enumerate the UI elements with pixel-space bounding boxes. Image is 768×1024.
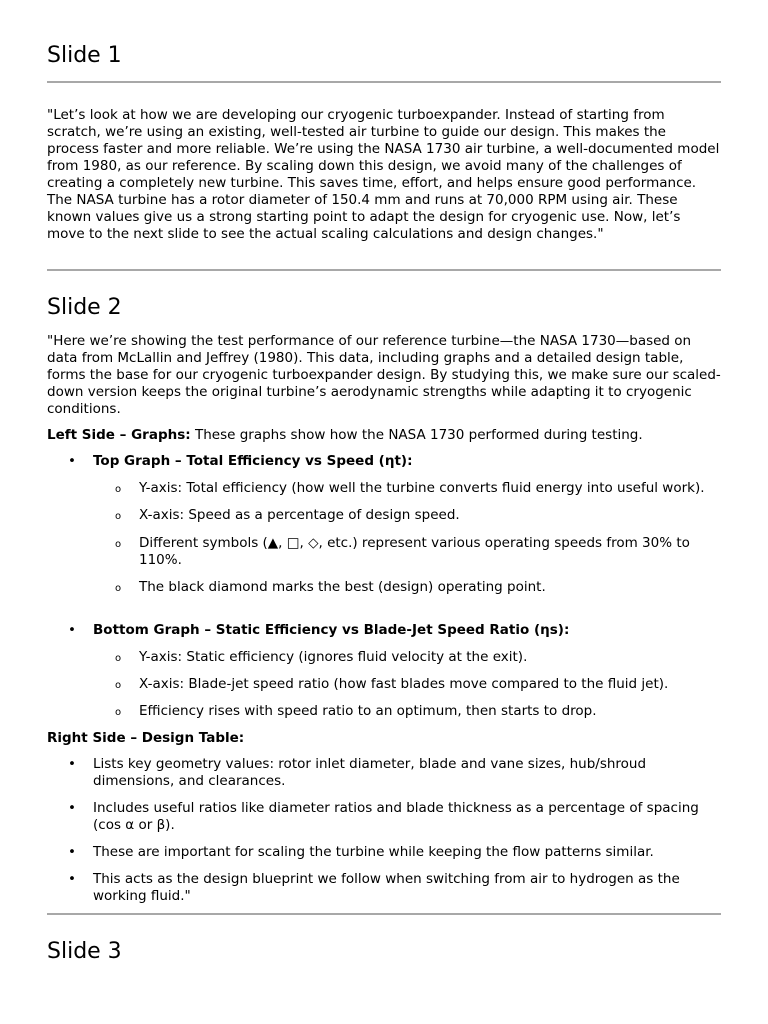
divider	[47, 269, 721, 271]
slide-2-intro: "Here we’re showing the test performance of our reference turbine—the NASA 1730—based on data from McLallin and Jeffrey (1980). This data, including graphs and a detailed design table, forms the base for our cryogenic turboexpander design. By studying this, we make sure our scaled-down version keeps the original turbine’s aerodynamic strengths while adapting it to cryogenic conditions.	[47, 333, 721, 417]
bullet: o	[115, 484, 122, 495]
list-item	[47, 844, 721, 861]
list-item	[93, 676, 713, 693]
bullet: o	[115, 539, 122, 550]
design-table-item: This acts as the design blueprint we follow when switching from air to hydrogen as the working fluid."	[93, 871, 680, 904]
list-item	[47, 871, 721, 905]
list-item	[93, 535, 713, 569]
list-item	[93, 649, 713, 666]
list-item	[93, 703, 713, 720]
bullet: o	[115, 511, 122, 522]
bottom-graph-item: Efficiency rises with speed ratio to an optimum, then starts to drop.	[139, 703, 597, 719]
top-graph-item: Y-axis: Total efficiency (how well the turbine converts fluid energy into useful work).	[139, 480, 705, 496]
bullet: •	[68, 756, 76, 772]
bottom-graph-item: X-axis: Blade-jet speed ratio (how fast blades move compared to the fluid jet).	[139, 676, 669, 692]
divider	[47, 81, 721, 83]
bullet: o	[115, 680, 122, 691]
list-item	[47, 453, 721, 470]
bottom-graph-items	[93, 649, 713, 720]
slide-1-paragraph: "Let’s look at how we are developing our cryogenic turboexpander. Instead of starting from scratch, we’re using an existing, well-tested air turbine to guide our design. This makes the process faster and more reliable. We’re using the NASA 1730 air turbine, a well-documented model from 1980, as our reference. By scaling down this design, we avoid many of the challenges of creating a completely new turbine. This saves time, effort, and helps ensure good performance. The NASA turbine has a rotor diameter of 150.4 mm and runs at 70,000 RPM using air. These known values give us a strong starting point to adapt the design for cryogenic use. Now, let’s move to the next slide to see the actual scaling calculations and design changes."	[47, 107, 720, 242]
list-item	[47, 800, 721, 834]
bullet: •	[68, 844, 76, 860]
bottom-graph-heading: Bottom Graph – Static Efficiency vs Blade-Jet Speed Ratio (ηs):	[93, 622, 570, 638]
left-side-heading: Left Side – Graphs:	[47, 427, 191, 443]
bullet: o	[115, 583, 122, 594]
slide-3-title: Slide 3	[47, 939, 122, 964]
top-graph-item: Different symbols (▲, □, ◇, etc.) represent various operating speeds from 30% to 110%.	[139, 535, 690, 568]
list-item	[47, 756, 721, 790]
top-graph-items	[93, 480, 713, 596]
bullet: o	[115, 653, 122, 664]
design-table-item: Includes useful ratios like diameter ratios and blade thickness as a percentage of spacing (cos α or β).	[93, 800, 699, 833]
right-side-heading	[47, 730, 244, 747]
slide-2-title: Slide 2	[47, 295, 122, 320]
right-side-heading-text: Right Side – Design Table:	[47, 730, 245, 746]
list-item	[93, 579, 713, 596]
left-side-text: These graphs show how the NASA 1730 performed during testing.	[190, 427, 643, 443]
design-table-item: Lists key geometry values: rotor inlet diameter, blade and vane sizes, hub/shroud dimensions, and clearances.	[93, 756, 647, 789]
left-side-graphs	[47, 427, 721, 444]
list-item	[93, 507, 713, 524]
bullet: •	[68, 453, 76, 469]
divider	[47, 913, 721, 915]
top-graph-heading: Top Graph – Total Efficiency vs Speed (ηt):	[93, 453, 413, 469]
bullet: •	[68, 622, 76, 638]
list-item	[93, 480, 713, 497]
design-table-list	[47, 756, 721, 905]
slide-1-title: Slide 1	[47, 43, 122, 68]
bullet: •	[68, 800, 76, 816]
design-table-item: These are important for scaling the turbine while keeping the flow patterns similar.	[93, 844, 654, 860]
graphs-list	[47, 453, 721, 470]
bottom-graph-item: Y-axis: Static efficiency (ignores fluid velocity at the exit).	[139, 649, 528, 665]
bullet: •	[68, 871, 76, 887]
list-item	[47, 622, 721, 639]
bullet: o	[115, 707, 122, 718]
top-graph-item: X-axis: Speed as a percentage of design speed.	[139, 507, 460, 523]
bottom-graph-list	[47, 622, 721, 639]
top-graph-item: The black diamond marks the best (design) operating point.	[139, 579, 546, 595]
